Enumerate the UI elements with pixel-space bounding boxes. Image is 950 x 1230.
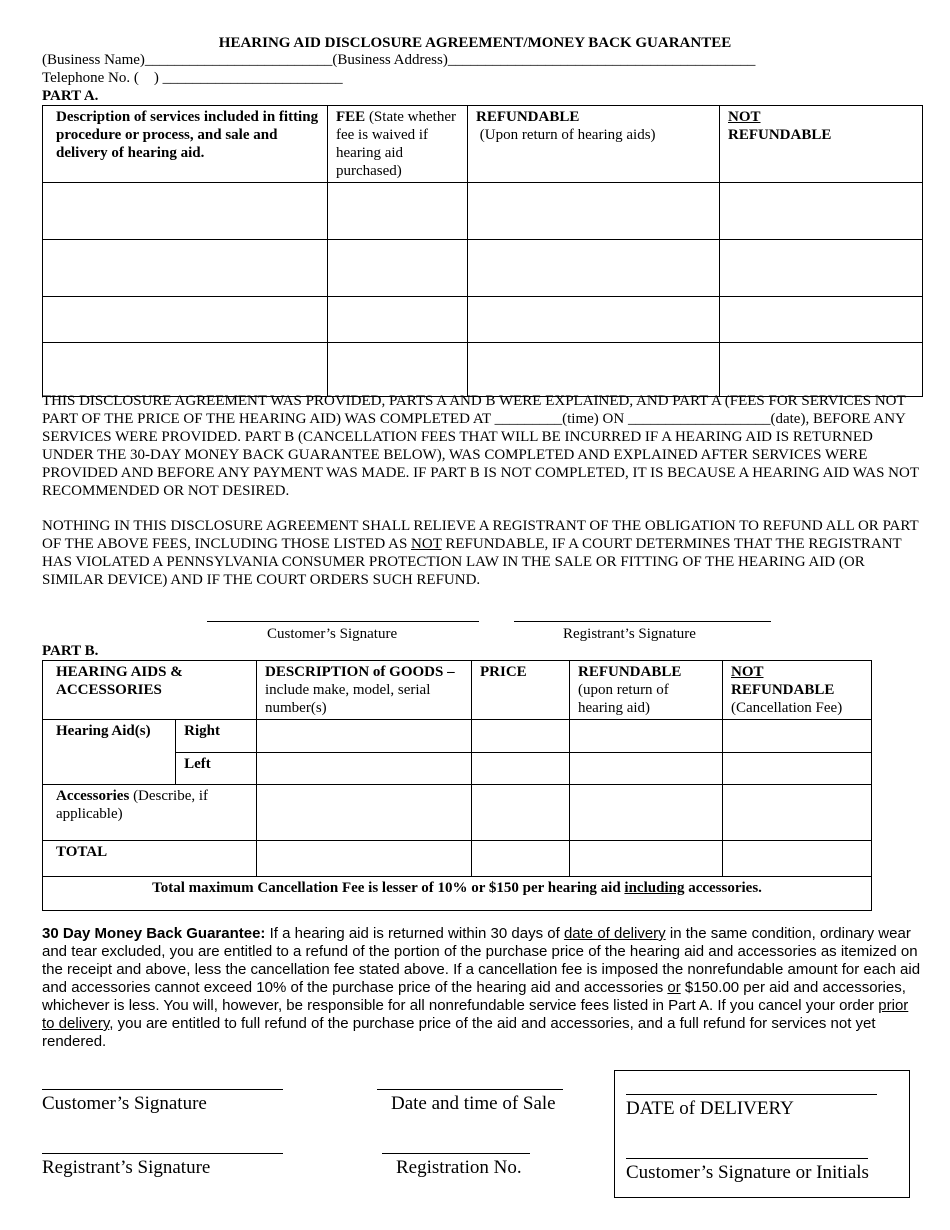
cell[interactable] — [328, 343, 468, 397]
part-a-col-not-refundable — [720, 106, 923, 183]
accessories-bold: Accessories — [56, 788, 130, 804]
date-field[interactable]: ___________________ — [627, 411, 771, 427]
part-b-col-price: PRICE — [472, 661, 570, 720]
cell[interactable] — [328, 183, 468, 240]
part-a-label: PART A. — [42, 88, 99, 104]
total-row — [43, 841, 872, 877]
cell[interactable] — [723, 785, 872, 841]
part-b-col-hearing-aids: HEARING AIDS & ACCESSORIES — [43, 661, 257, 720]
disclosure-p2-a: NOTHING IN THIS DISCLOSURE AGREEMENT SHALL RELIEVE A REGISTRANT OF THE OBLIGATION TO REFUND ALL OR PART OF THE ABOVE FEES, INCLUDING THOSE LISTED AS — [42, 518, 919, 552]
description-rest: include make, model, serial number(s) — [265, 682, 431, 716]
cell[interactable] — [257, 753, 472, 785]
cancellation-fee-note — [43, 877, 872, 911]
accessories-row — [43, 785, 872, 841]
money-back-guarantee — [42, 925, 922, 1051]
footer-b: accessories. — [684, 880, 762, 896]
part-b-table — [42, 660, 872, 911]
part-a-row — [43, 183, 923, 240]
cell[interactable] — [328, 297, 468, 343]
guarantee-u3: prior to delivery — [42, 997, 909, 1032]
part-a-row — [43, 240, 923, 297]
refundable-b-bold: REFUNDABLE — [578, 664, 682, 680]
part-a-col-description: Description of services included in fitting procedure or process, and sale and delivery of hearing aid. — [43, 106, 328, 183]
cell[interactable] — [472, 785, 570, 841]
customer-initials-label: Customer’s Signature or Initials — [626, 1162, 869, 1183]
footer-a: Total maximum Cancellation Fee is lesser of 10% or $150 per hearing aid — [152, 880, 625, 896]
disclosure-paragraph-2 — [42, 517, 922, 589]
cell[interactable] — [43, 240, 328, 297]
cell[interactable] — [43, 297, 328, 343]
date-of-delivery-label: DATE of DELIVERY — [626, 1098, 794, 1119]
part-b-col-refundable — [570, 661, 723, 720]
disclosure-p2-not: NOT — [411, 536, 442, 552]
cell[interactable] — [720, 297, 923, 343]
hearing-aids-label: Hearing Aid(s) — [43, 720, 176, 785]
cell[interactable] — [570, 841, 723, 877]
date-of-delivery-line[interactable] — [626, 1094, 877, 1095]
cell[interactable] — [468, 297, 720, 343]
hearing-aid-right-row — [43, 720, 872, 753]
guarantee-t1: If a hearing aid is returned within 30 days of — [265, 925, 564, 942]
part-a-table — [42, 105, 923, 397]
description-bold: DESCRIPTION of GOODS – — [265, 664, 455, 680]
part-b-col-not-refundable — [723, 661, 872, 720]
right-label: Right — [176, 720, 257, 753]
accessories-rest: (Describe, if applicable) — [56, 788, 209, 822]
disclosure-p1-b: (date), BEFORE ANY SERVICES WERE PROVIDED. PART B (CANCELLATION FEES THAT WILL BE INCURRED IF A HEARING AID IS RETURNED UNDER THE 30-DAY MONEY BACK GUARANTEE BELOW), WAS COMPLETED AND EXPLAINED AFTER SERVICES WERE PROVIDED AND BEFORE ANY PAYMENT WAS MADE. IF PART B IS NOT COMPLETED, IT IS BECAUSE A HEARING AID WAS NOT RECOMMENDED OR NOT DESIRED. — [42, 411, 919, 499]
customer-signature-line-mid[interactable] — [207, 621, 479, 622]
registrant-signature-line-mid[interactable] — [514, 621, 771, 622]
customer-signature-line[interactable] — [42, 1089, 283, 1090]
cell[interactable] — [720, 240, 923, 297]
telephone-label: Telephone No. ( — [42, 70, 139, 86]
registrant-signature-label: Registrant’s Signature — [42, 1157, 211, 1178]
guarantee-lead: 30 Day Money Back Guarantee: — [42, 925, 266, 942]
part-b-label: PART B. — [42, 643, 99, 659]
part-b-header-row — [43, 661, 872, 720]
customer-signature-label-mid: Customer’s Signature — [267, 626, 398, 642]
accessories-label — [43, 785, 257, 841]
cancellation-fee: (Cancellation Fee) — [731, 700, 843, 716]
cell[interactable] — [43, 183, 328, 240]
cell[interactable] — [723, 720, 872, 753]
guarantee-t3: $150.00 per aid and accessories, whichever is less. You will, however, be responsible for all nonrefundable service fees listed in Part A. If you cancel your order — [42, 979, 906, 1014]
disclosure-p1-a: THIS DISCLOSURE AGREEMENT WAS PROVIDED, PARTS A AND B WERE EXPLAINED, AND PART A (FEES FOR SERVICES NOT PART OF THE PRICE OF THE HEARING AID) WAS COMPLETED AT — [42, 393, 906, 427]
telephone-paren: ) — [153, 70, 159, 86]
refundable-rest: (Upon return of hearing aids) — [479, 127, 656, 143]
cell[interactable] — [257, 841, 472, 877]
cell[interactable] — [468, 343, 720, 397]
cell[interactable] — [723, 841, 872, 877]
cell[interactable] — [257, 720, 472, 753]
business-address-field[interactable]: _________________________________________ — [447, 52, 756, 68]
business-line — [42, 51, 755, 69]
customer-initials-line[interactable] — [626, 1158, 868, 1159]
document-title: HEARING AID DISCLOSURE AGREEMENT/MONEY BACK GUARANTEE — [218, 35, 732, 51]
guarantee-u1: date of delivery — [563, 925, 666, 942]
business-address-label: (Business Address) — [332, 52, 448, 68]
part-a-col-refundable — [468, 106, 720, 183]
cell[interactable] — [570, 753, 723, 785]
cell[interactable] — [257, 785, 472, 841]
footer-including: including — [624, 880, 685, 896]
cell[interactable] — [723, 753, 872, 785]
refundable-b-rest: (upon return of hearing aid) — [578, 682, 669, 716]
cell[interactable] — [570, 785, 723, 841]
registrant-signature-label-mid: Registrant’s Signature — [563, 626, 696, 642]
not-b-underline: NOT — [731, 664, 764, 680]
cell[interactable] — [720, 183, 923, 240]
fee-rest: (State whether fee is waived if hearing aid purchased) — [336, 109, 456, 179]
guarantee-t2: in the same condition, ordinary wear and tear excluded, you are entitled to a refund of the portion of the purchase price of the hearing aid and accessories as itemized on the receipt and above, less the cancellation fee stated above. If a cancellation fee is imposed the nonrefundable amount for each aid and accessories cannot exceed 10% of the purchase price of the hearing aid and accessories — [42, 925, 921, 996]
part-a-row — [43, 343, 923, 397]
part-a-row — [43, 297, 923, 343]
fee-bold: FEE — [336, 109, 366, 125]
cell[interactable] — [570, 720, 723, 753]
cell[interactable] — [43, 343, 328, 397]
cell[interactable] — [468, 240, 720, 297]
registrant-signature-line[interactable] — [42, 1153, 283, 1154]
registration-no-line[interactable] — [382, 1153, 530, 1154]
part-b-col-description — [257, 661, 472, 720]
cell[interactable] — [720, 343, 923, 397]
refundable-bold: REFUNDABLE — [476, 109, 580, 125]
cell[interactable] — [472, 720, 570, 753]
disclosure-p2-b: REFUNDABLE, IF A COURT DETERMINES THAT THE REGISTRANT HAS VIOLATED A PENNSYLVANIA CONSUMER PROTECTION LAW IN THE SALE OR FITTING OF THE HEARING AID (OR SIMILAR DEVICE) AND IF THE COURT ORDERS SUCH REFUND. — [42, 536, 902, 588]
telephone-field[interactable]: ________________________ — [162, 70, 343, 86]
registration-no-label: Registration No. — [396, 1157, 522, 1178]
time-label: (time) ON — [562, 411, 628, 427]
left-label: Left — [176, 753, 257, 785]
disclosure-paragraph-1 — [42, 392, 922, 500]
total-label: TOTAL — [43, 841, 257, 877]
part-a-header-row — [43, 106, 923, 183]
cell[interactable] — [328, 240, 468, 297]
customer-signature-label: Customer’s Signature — [42, 1093, 207, 1114]
business-name-label: (Business Name) — [42, 52, 145, 68]
guarantee-t4: , you are entitled to full refund of the purchase price of the aid and accessories, and a full refund for services not yet rendered. — [42, 1015, 876, 1050]
business-name-field[interactable]: _________________________ — [144, 52, 333, 68]
time-field[interactable]: _________ — [494, 411, 563, 427]
guarantee-u2: or — [667, 979, 681, 996]
part-b-footer-row — [43, 877, 872, 911]
not-refundable-bold: REFUNDABLE — [728, 127, 832, 143]
cell[interactable] — [468, 183, 720, 240]
part-a-col-fee — [328, 106, 468, 183]
cell[interactable] — [472, 753, 570, 785]
cell[interactable] — [472, 841, 570, 877]
date-time-sale-line[interactable] — [377, 1089, 563, 1090]
telephone-line — [42, 69, 343, 87]
not-underline: NOT — [728, 109, 761, 125]
not-b-refundable: REFUNDABLE — [731, 682, 835, 698]
date-time-sale-label: Date and time of Sale — [391, 1093, 556, 1114]
